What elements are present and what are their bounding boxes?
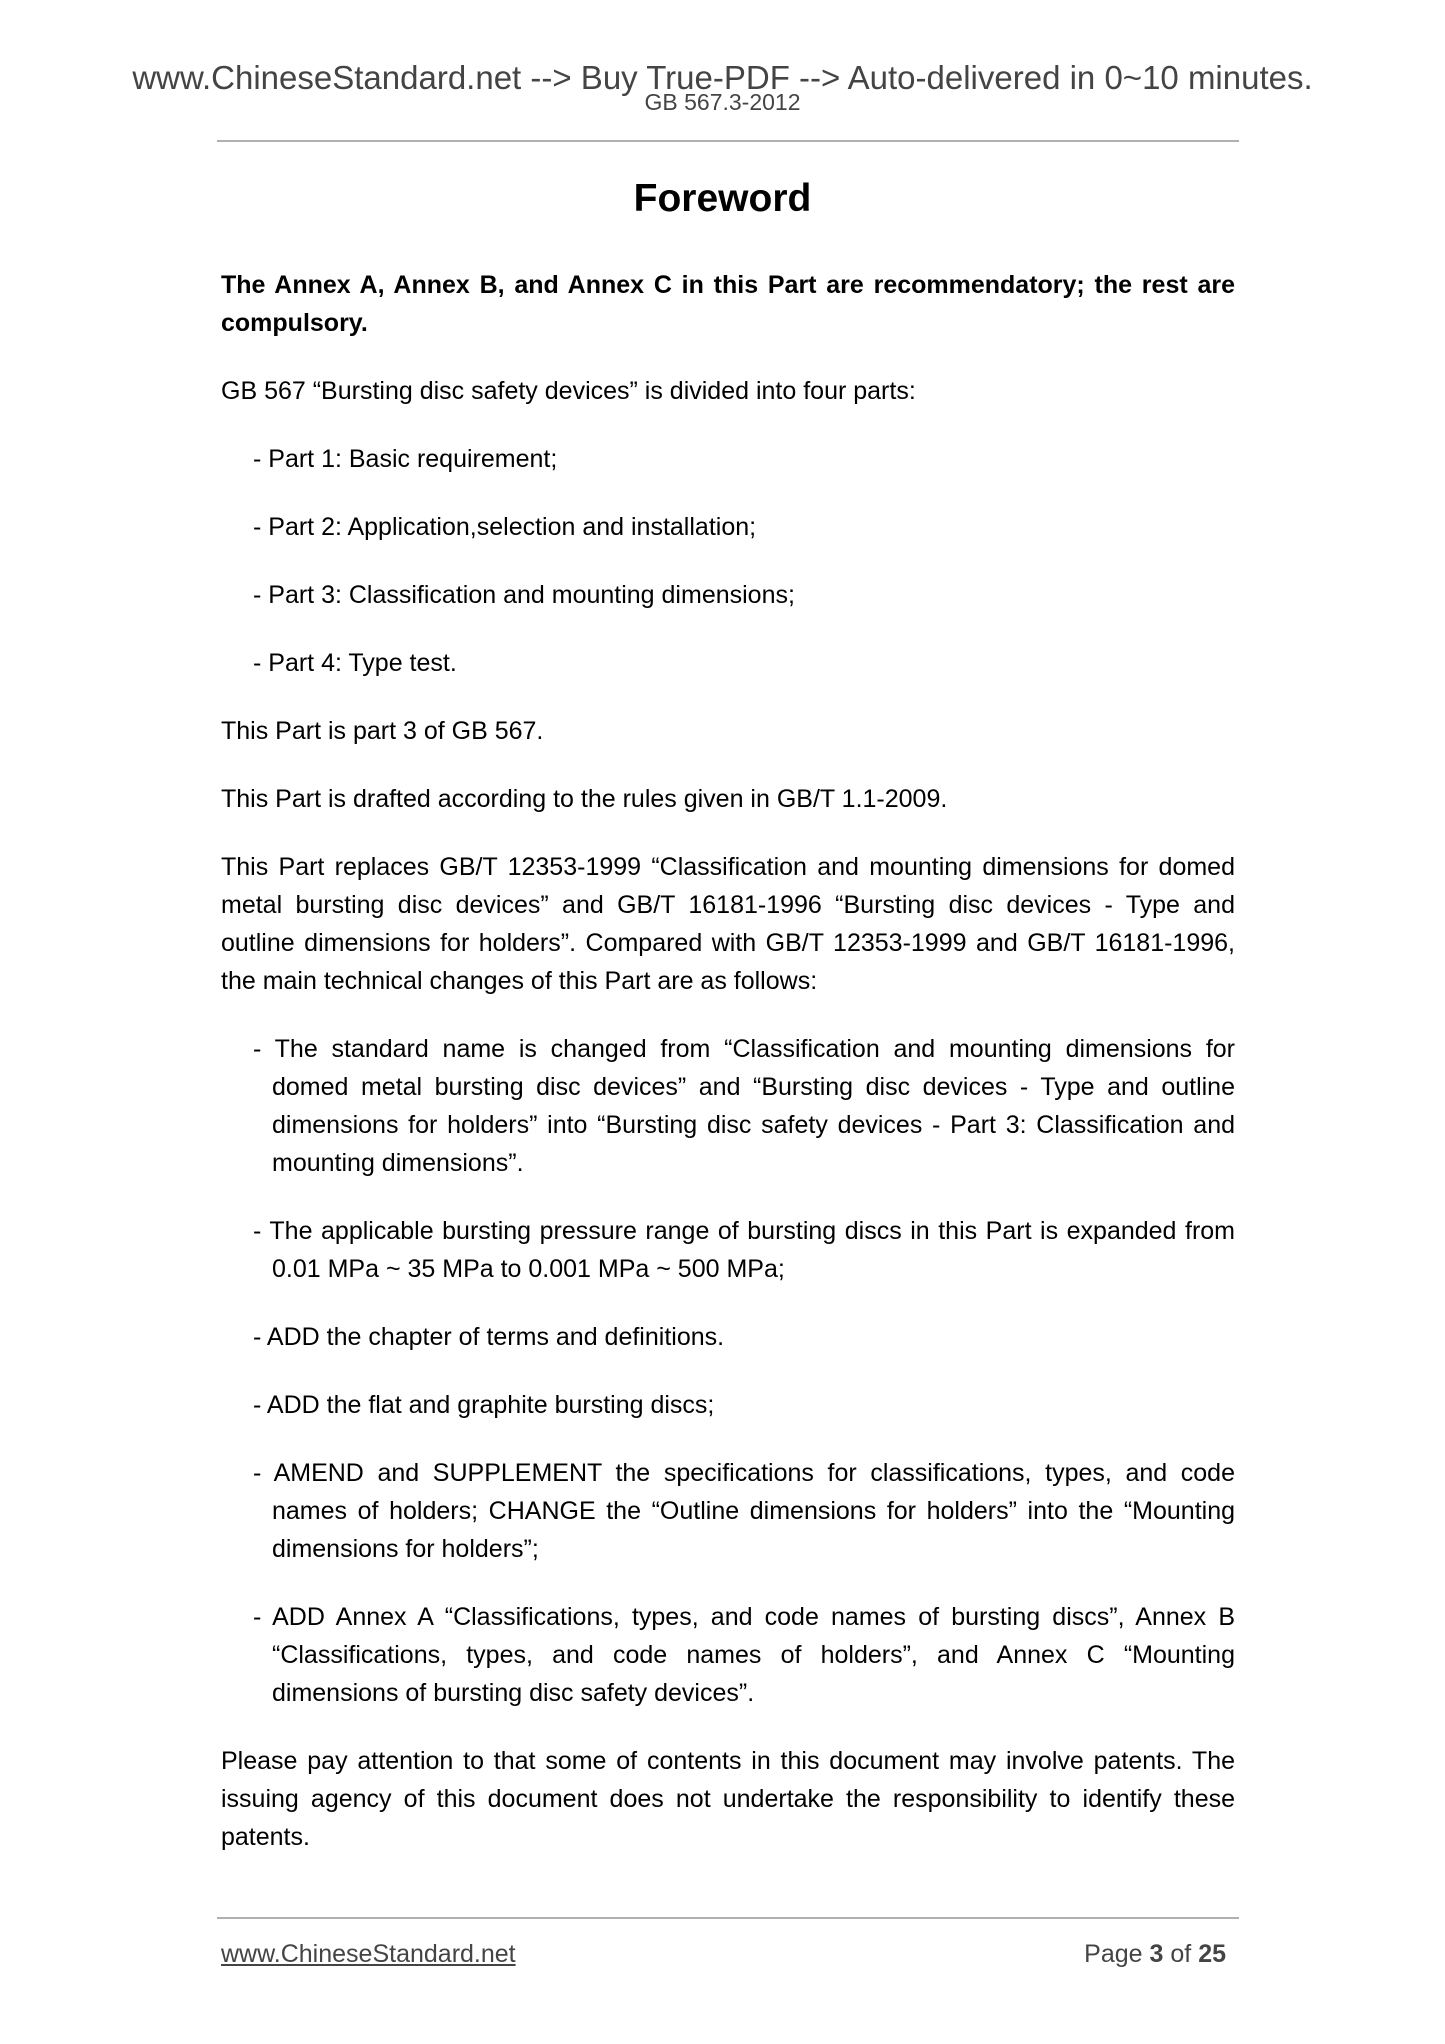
- list-item: - ADD the flat and graphite bursting discs;: [253, 1391, 715, 1419]
- footer-divider: [217, 1917, 1239, 1919]
- header-divider: [217, 140, 1239, 142]
- paragraph: This Part is part 3 of GB 567.: [221, 717, 544, 745]
- footer-website-link[interactable]: www.ChineseStandard.net: [221, 1940, 516, 1968]
- page-label: Page: [1084, 1940, 1143, 1968]
- paragraph: GB 567 “Bursting disc safety devices” is divided into four parts:: [221, 377, 916, 405]
- current-page: 3: [1149, 1940, 1164, 1968]
- page-title: Foreword: [633, 177, 812, 220]
- list-item: - ADD Annex A “Classifications, types, and code names of bursting discs”, Annex B “Classifications, types, and code names of holders”, and Annex C “Mounting dimensions of bursting disc safety devices”.: [253, 1603, 1235, 1707]
- header-banner: www.ChineseStandard.net --> Buy True-PDF --> Auto-delivered in 0~10 minutes.: [132, 59, 1313, 96]
- paragraph: The Annex A, Annex B, and Annex C in this Part are recommendatory; the rest are compulsory.: [221, 271, 1235, 337]
- list-item: - AMEND and SUPPLEMENT the specifications for classifications, types, and code names of holders; CHANGE the “Outline dimensions for holders” into the “Mounting dimensions for holders”;: [253, 1459, 1235, 1563]
- total-pages: 25: [1198, 1940, 1226, 1968]
- paragraph: This Part is drafted according to the rules given in GB/T 1.1-2009.: [221, 785, 948, 813]
- standard-id: GB 567.3-2012: [644, 89, 801, 115]
- page-of-label: of: [1170, 1940, 1192, 1968]
- paragraph: This Part replaces GB/T 12353-1999 “Classification and mounting dimensions for domed metal bursting disc devices” and GB/T 16181-1996 “Bursting disc devices - Type and outline dimensions for holders”. Compared with GB/T 12353-1999 and GB/T 16181-1996, the main technical changes of this Part are as follows:: [221, 853, 1235, 995]
- page-number: [1084, 1938, 1226, 1970]
- list-item: - ADD the chapter of terms and definitions.: [253, 1323, 725, 1351]
- list-item: - Part 1: Basic requirement;: [253, 445, 558, 473]
- list-item: - The applicable bursting pressure range of bursting discs in this Part is expanded from 0.01 MPa ~ 35 MPa to 0.001 MPa ~ 500 MPa;: [253, 1217, 1235, 1283]
- list-item: - Part 3: Classification and mounting dimensions;: [253, 581, 795, 609]
- paragraph: Please pay attention to that some of contents in this document may involve patents. The issuing agency of this document does not undertake the responsibility to identify these patents.: [221, 1747, 1235, 1851]
- list-item: - Part 4: Type test.: [253, 649, 457, 677]
- list-item: - The standard name is changed from “Classification and mounting dimensions for domed metal bursting disc devices” and “Bursting disc devices - Type and outline dimensions for holders” into “Bursting disc safety devices - Part 3: Classification and mounting dimensions”.: [253, 1035, 1235, 1177]
- document-body: [221, 266, 1235, 1886]
- list-item: - Part 2: Application,selection and installation;: [253, 513, 757, 541]
